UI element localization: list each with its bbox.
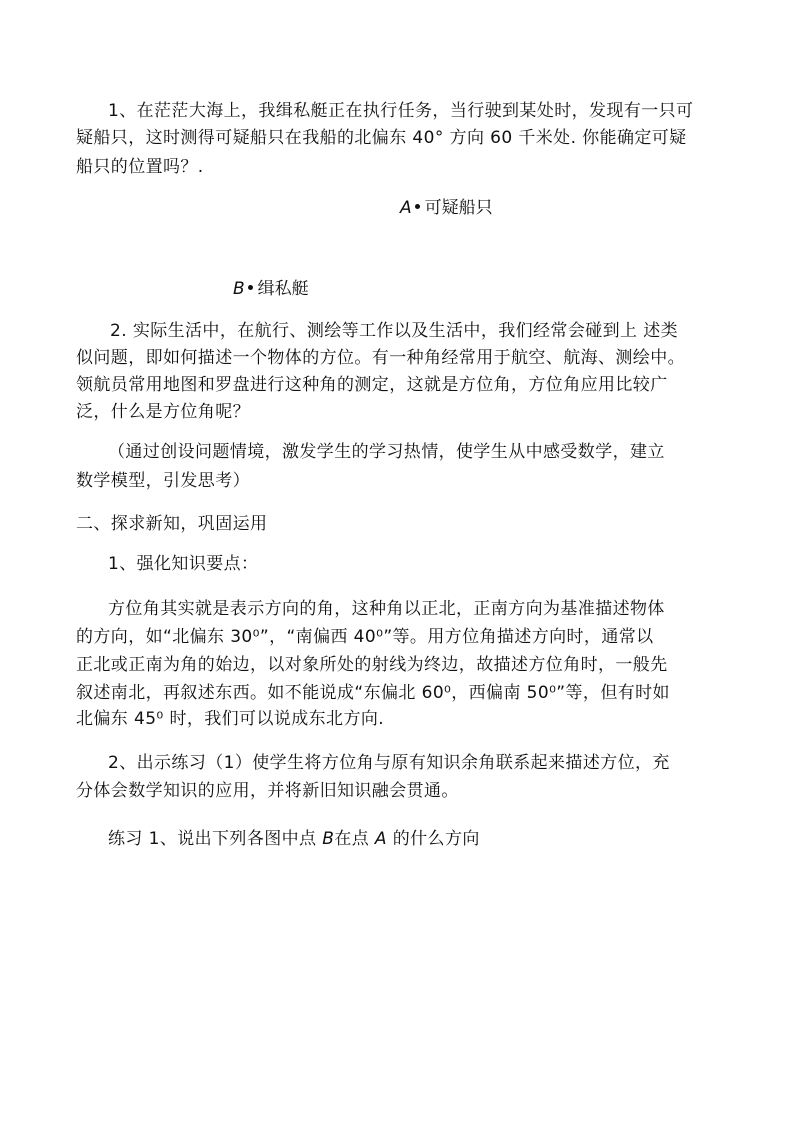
- point-b-label: [233, 278, 309, 300]
- problem2-line-3: 领航员常用地图和罗盘进行这种角的测定，这就是方位角，方位角应用比较广: [76, 375, 668, 395]
- point-a-letter: A: [400, 198, 412, 218]
- para-line-2: 的方向，如“北偏东 30⁰”，“南偏西 40⁰”等。用方位角描述方向时，通常以: [76, 627, 654, 647]
- problem2-line-2: 似问题，即如何描述一个物体的方位。有一种角经常用于航空、航海、测绘中。: [76, 348, 685, 368]
- point-b-text: 缉私艇: [257, 279, 309, 299]
- point-a-dot: [415, 204, 420, 209]
- point-a-text: 可疑船只: [424, 198, 493, 218]
- problem2-line-4: 泛，什么是方位角呢？: [76, 402, 250, 422]
- exercise-point-b: B: [322, 829, 335, 849]
- problem1-line-2: 疑船只，这时测得可疑船只在我船的北偏东 40° 方向 60 千米处. 你能确定可疑: [76, 128, 687, 148]
- exercise-point-a: A: [374, 829, 387, 849]
- point-b-letter: B: [233, 279, 245, 299]
- para-line-3: 正北或正南为角的始边，以对象所处的射线为终边，故描述方位角时，一般先: [76, 655, 668, 675]
- point-b-dot: [248, 285, 253, 290]
- note-line-1: （通过创设问题情境，激发学生的学习热情，使学生从中感受数学，建立: [108, 442, 665, 462]
- exercise-mid: 在点: [334, 829, 375, 849]
- para-line-1: 方位角其实就是表示方向的角，这种角以正北，正南方向为基准描述物体: [108, 599, 665, 619]
- para-line-4: 叙述南北，再叙述东西。如不能说成“东偏北 60⁰，西偏南 50⁰”等，但有时如: [76, 683, 670, 703]
- problem1-line-3: 船只的位置吗？.: [76, 157, 204, 177]
- exercise-suffix: 的什么方向: [386, 829, 480, 849]
- problem2-line-1: 2. 实际生活中，在航行、测绘等工作以及生活中，我们经常会碰到上 述类: [110, 321, 679, 341]
- knowledge-points-heading: 1、强化知识要点：: [108, 554, 259, 574]
- exercise-intro-line-2: 分体会数学知识的应用，并将新旧知识融会贯通。: [76, 781, 459, 801]
- point-a-label: [400, 197, 493, 219]
- problem1-line-1: 1、在茫茫大海上，我缉私艇正在执行任务，当行驶到某处时，发现有一只可: [108, 101, 694, 121]
- para-line-5: 北偏东 45⁰ 时，我们可以说成东北方向.: [76, 709, 385, 729]
- note-line-2: 数学模型，引发思考）: [76, 471, 250, 491]
- exercise-1-prompt: [108, 828, 480, 850]
- exercise-intro-line-1: 2、出示练习（1）使学生将方位角与原有知识余角联系起来描述方位，充: [108, 753, 670, 773]
- exercise-prefix: 练习 1、说出下列各图中点: [108, 829, 323, 849]
- section-heading: 二、探求新知，巩固运用: [76, 514, 268, 534]
